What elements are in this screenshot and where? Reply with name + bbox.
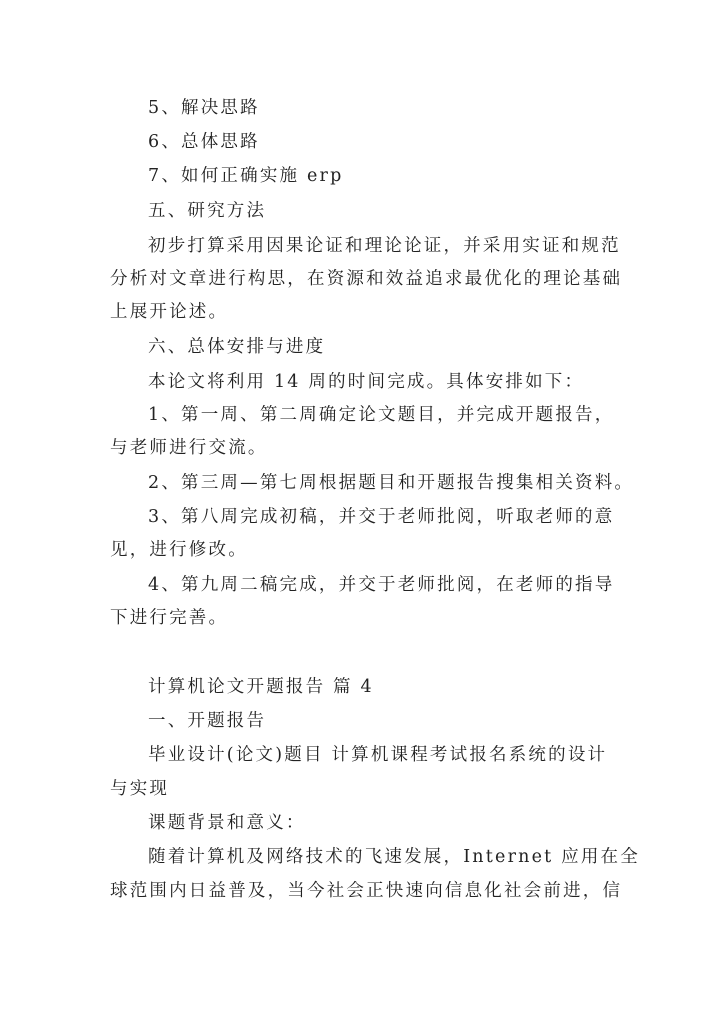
paragraph-line: 毕业设计(论文)题目 计算机课程考试报名系统的设计 xyxy=(148,745,608,765)
paragraph-line: 上展开论述。 xyxy=(110,302,229,322)
list-item-erp-implementation: 7、如何正确实施 erp xyxy=(148,166,344,186)
article-title: 计算机论文开题报告 篇 4 xyxy=(148,677,374,697)
paragraph-line: 初步打算采用因果论证和理论论证，并采用实证和规范 xyxy=(148,236,621,256)
schedule-item: 3、第八周完成初稿，并交于老师批阅，听取老师的意 xyxy=(148,507,615,527)
list-item-solution-approach: 5、解决思路 xyxy=(148,98,260,118)
paragraph-line: 随着计算机及网络技术的飞速发展，Internet 应用在全 xyxy=(148,847,640,867)
section-heading-proposal: 一、开题报告 xyxy=(148,711,267,731)
section-heading-research-methods: 五、研究方法 xyxy=(148,201,267,221)
paragraph-line: 本论文将利用 14 周的时间完成。具体安排如下： xyxy=(148,372,585,392)
schedule-item: 1、第一周、第二周确定论文题目，并完成开题报告， xyxy=(148,405,615,425)
list-item-overall-approach: 6、总体思路 xyxy=(148,132,260,152)
paragraph-line: 分析对文章进行构思，在资源和效益追求最优化的理论基础 xyxy=(110,269,623,289)
schedule-item: 4、第九周二稿完成，并交于老师批阅，在老师的指导 xyxy=(148,575,615,595)
paragraph-line: 球范围内日益普及，当今社会正快速向信息化社会前进，信 xyxy=(110,881,623,901)
section-heading-schedule: 六、总体安排与进度 xyxy=(148,337,326,357)
paragraph-line: 与实现 xyxy=(110,779,170,799)
schedule-item: 2、第三周—第七周根据题目和开题报告搜集相关资料。 xyxy=(148,473,635,493)
paragraph-line: 与老师进行交流。 xyxy=(110,438,268,458)
paragraph-line: 见，进行修改。 xyxy=(110,540,248,560)
subheading-background: 课题背景和意义： xyxy=(148,813,306,833)
paragraph-line: 下进行完善。 xyxy=(110,608,229,628)
